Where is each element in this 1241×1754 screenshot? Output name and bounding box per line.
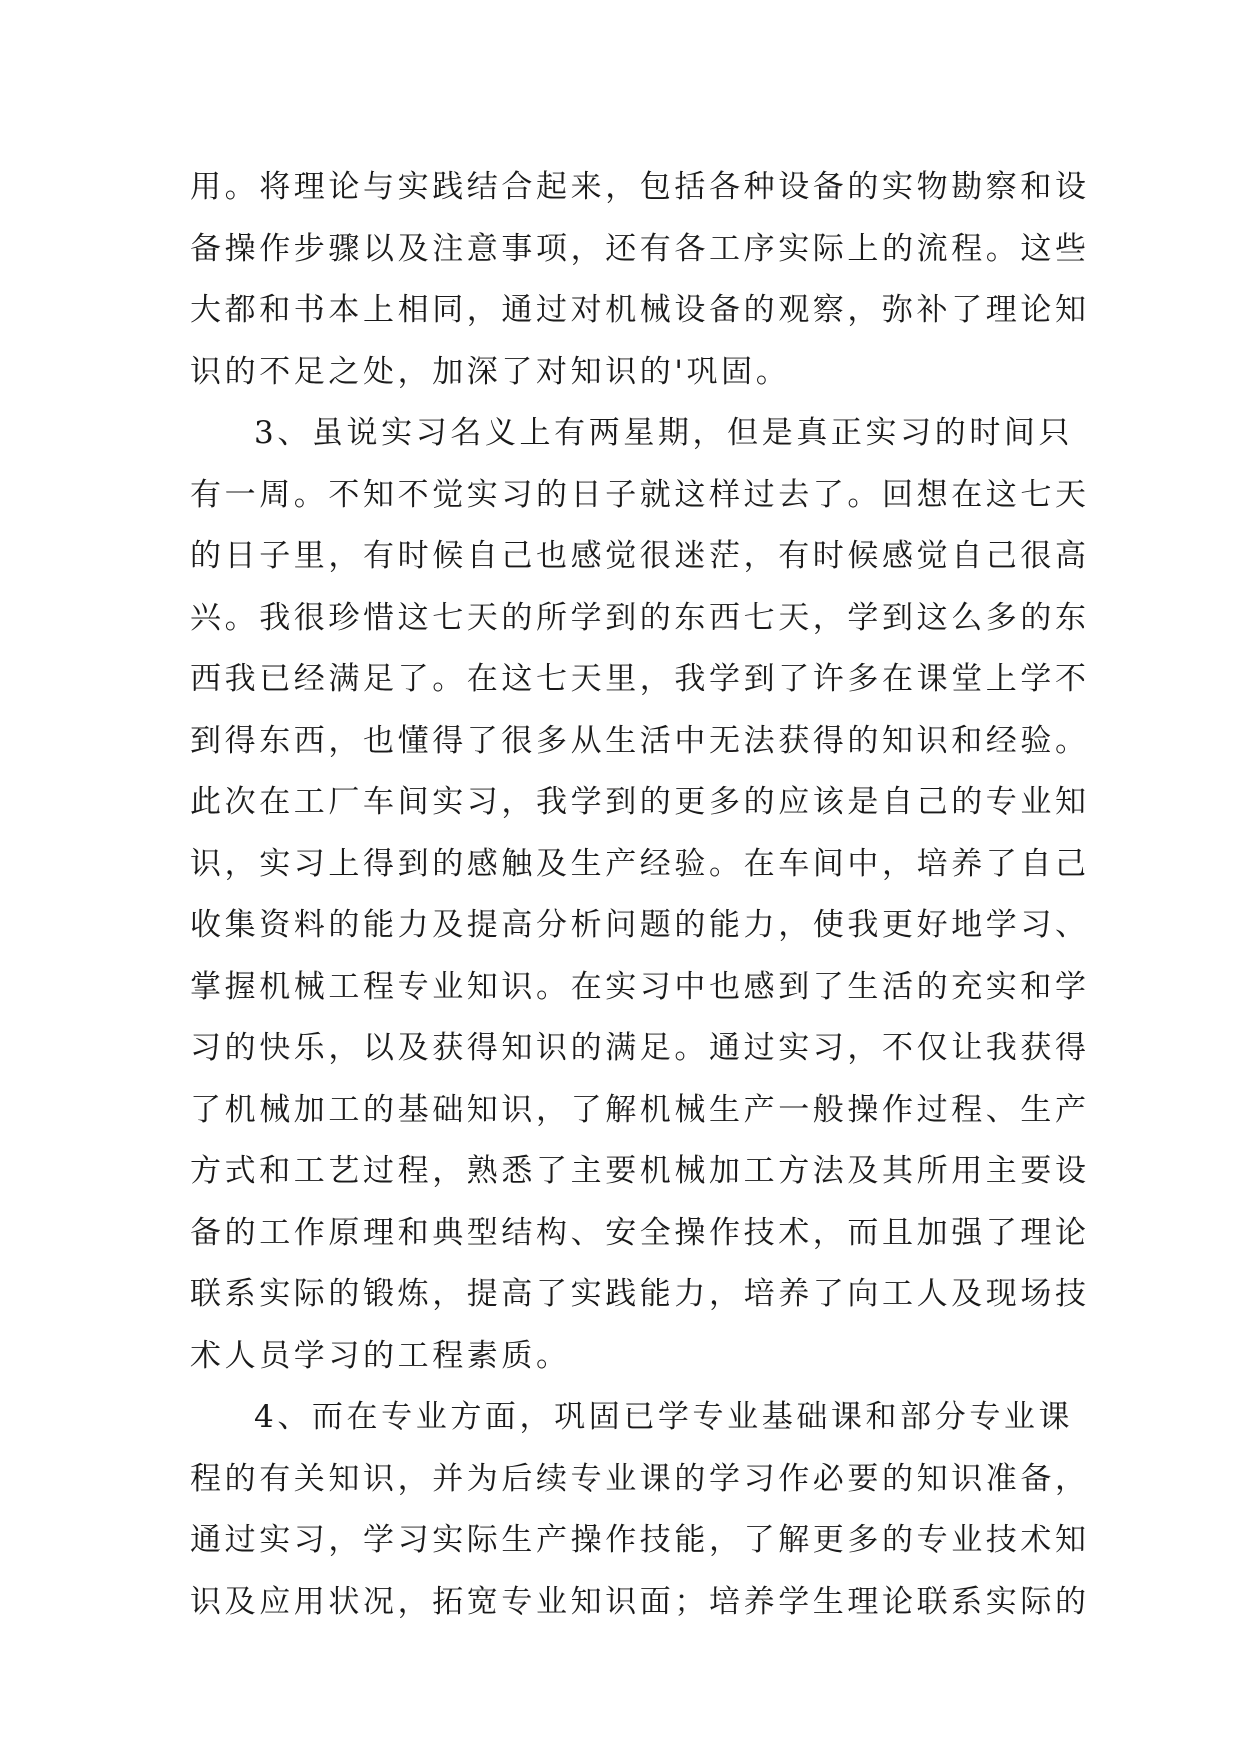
text-line: 收集资料的能力及提高分析问题的能力，使我更好地学习、 — [190, 907, 1090, 943]
text-line: 的日子里，有时候自己也感觉很迷茫，有时候感觉自己很高 — [190, 538, 1090, 574]
text-line: 备操作步骤以及注意事项，还有各工序实际上的流程。这些 — [190, 230, 1090, 267]
text-line: 大都和书本上相同，通过对机械设备的观察，弥补了理论知 — [190, 292, 1090, 328]
text-line: 此次在工厂车间实习，我学到的更多的应该是自己的专业知 — [190, 784, 1090, 820]
text-line: 备的工作原理和典型结构、安全操作技术，而且加强了理论 — [190, 1214, 1090, 1251]
text-line: 了机械加工的基础知识，了解机械生产一般操作过程、生产 — [190, 1091, 1090, 1128]
text-line: 程的有关知识，并为后续专业课的学习作必要的知识准备， — [190, 1460, 1090, 1497]
text-line: 联系实际的锻炼，提高了实践能力，培养了向工人及现场技 — [190, 1276, 1090, 1312]
text-line: 掌握机械工程专业知识。在实习中也感到了生活的充实和学 — [190, 968, 1090, 1005]
text-line: 兴。我很珍惜这七天的所学到的东西七天，学到这么多的东 — [190, 599, 1090, 636]
text-line: 识的不足之处，加深了对知识的'巩固。 — [190, 353, 791, 390]
text-line: 通过实习，学习实际生产操作技能，了解更多的专业技术知 — [190, 1522, 1090, 1558]
text-line: 3、虽说实习名义上有两星期，但是真正实习的时间只 — [254, 415, 1074, 451]
text-line: 方式和工艺过程，熟悉了主要机械加工方法及其所用主要设 — [190, 1153, 1090, 1189]
text-line: 用。将理论与实践结合起来，包括各种设备的实物勘察和设 — [190, 169, 1090, 205]
text-line: 识及应用状况，拓宽专业知识面；培养学生理论联系实际的 — [190, 1583, 1090, 1620]
text-line: 西我已经满足了。在这七天里，我学到了许多在课堂上学不 — [190, 661, 1090, 697]
document-body — [190, 157, 1110, 1633]
text-line: 4、而在专业方面，巩固已学专业基础课和部分专业课 — [254, 1399, 1074, 1435]
paragraph-2 — [190, 403, 1110, 1387]
text-line: 到得东西，也懂得了很多从生活中无法获得的知识和经验。 — [190, 722, 1090, 759]
text-line: 识，实习上得到的感触及生产经验。在车间中，培养了自己 — [190, 845, 1090, 882]
paragraph-3 — [190, 1387, 1110, 1633]
text-line: 术人员学习的工程素质。 — [190, 1337, 571, 1374]
text-line: 习的快乐，以及获得知识的满足。通过实习，不仅让我获得 — [190, 1030, 1090, 1066]
text-line: 有一周。不知不觉实习的日子就这样过去了。回想在这七天 — [190, 476, 1090, 513]
paragraph-1 — [190, 157, 1110, 403]
